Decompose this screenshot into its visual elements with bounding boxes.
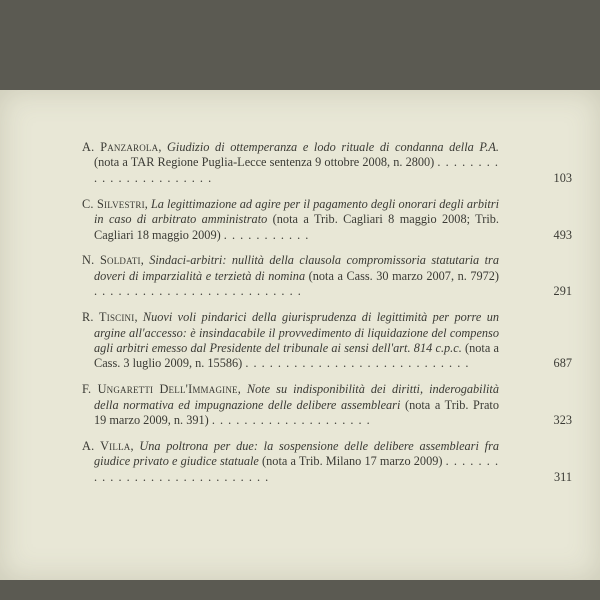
book-page xyxy=(0,90,600,580)
leader-dots: . . . . . . . . . . . . . . . . . . . . . . . . . . . . xyxy=(245,356,470,371)
entry-title: Giudizio di ottemperanza e lodo rituale di condanna della P.A. xyxy=(167,140,499,154)
toc-entry: N. Soldati, Sindaci-arbitri: nullità della clausola compromissoria statutaria tra doveri di imparzialità e terzietà di nomina (nota a Cass. 30 marzo 2007, n. 7972) . . . . . . . . . . . . . . . . . . . . . . . . . . 291 xyxy=(82,253,572,299)
entry-note: (nota a Cass. 3 luglio 2009, n. 15586) xyxy=(94,340,499,371)
entry-note: (nota a Trib. Cagliari 8 maggio 2008; Trib. Cagliari 18 maggio 2009) xyxy=(94,212,499,242)
leader-dots: . . . . . . . . . . . . . . . . . . . . . . . . . . . . . xyxy=(94,454,500,484)
toc-entry: R. Tiscini, Nuovi voli pindarici della giurisprudenza di legittimità per porre un argine all'accesso: è insindacabile il provvedimento di liquidazione del compenso agli arbitri emesso dal Presidente del tribunale ai sensi dell'art. 814 c.p.c. (nota a Cass. 3 luglio 2009, n. 15586) . . . . . . . . . . . . . . . . . . . . . . . . . . . . 687 xyxy=(82,310,572,371)
entry-author: A. Villa xyxy=(82,439,131,453)
entry-page-number: 103 xyxy=(553,170,572,185)
leader-dots: . . . . . . . . . . . . . . . . . . . . . . . xyxy=(94,155,500,185)
entry-title: Nuovi voli pindarici della giurisprudenza di legittimità per porre un argine all'accesso: è insindacabile il provvedimento di liquidazione del compenso agli arbitri emesso dal Presidente del tribunale ai sensi dell'art. 814 c.p.c. xyxy=(94,310,499,355)
entry-note: (nota a TAR Regione Puglia-Lecce sentenza 9 ottobre 2008, n. 2800) xyxy=(94,155,435,170)
leader-dots: . . . . . . . . . . . . . . . . . . . . xyxy=(211,413,371,428)
toc-entry: C. Silvestri, La legittimazione ad agire per il pagamento degli onorari degli arbitri in caso di arbitrato amministrato (nota a Trib. Cagliari 8 maggio 2008; Trib. Cagliari 18 maggio 2009) . . . . . . . . . . . 493 xyxy=(82,196,572,242)
entry-author: F. Ungaretti Dell'Immagine xyxy=(82,382,238,397)
toc-entry: F. Ungaretti Dell'Immagine, Note su indisponibilità dei diritti, inderogabilità della normativa ed impugnazione delle delibere assembleari (nota a Trib. Prato 19 marzo 2009, n. 391) . . . . . . . . . . . . . . . . . . . . 323 xyxy=(82,382,572,428)
entry-author: N. Soldati xyxy=(82,253,141,268)
entry-title: Una poltrona per due: la sospensione delle delibere assembleari fra giudice privato e giudice statuale xyxy=(94,439,499,469)
toc-entry: A. Panzarola, Giudizio di ottemperanza e lodo rituale di condanna della P.A. (nota a TAR Regione Puglia-Lecce sentenza 9 ottobre 2008, n. 2800) . . . . . . . . . . . . . . . . . . . . . . . 103 xyxy=(82,140,572,185)
entry-note: (nota a Trib. Milano 17 marzo 2009) xyxy=(262,454,443,469)
entry-page-number: 311 xyxy=(554,469,572,484)
entry-author: R. Tiscini xyxy=(82,310,135,325)
leader-dots: . . . . . . . . . . . . . . . . . . . . . . . . . . xyxy=(94,284,302,299)
entry-title: Note su indisponibilità dei diritti, inderogabilità della normativa ed impugnazione delle delibere assembleari xyxy=(94,382,499,412)
entry-author: C. Silvestri xyxy=(82,196,145,211)
entry-title: La legittimazione ad agire per il pagamento degli onorari degli arbitri in caso di arbitrato amministrato xyxy=(94,196,500,227)
entry-note: (nota a Trib. Prato 19 marzo 2009, n. 391) xyxy=(94,397,499,428)
entry-author: A. Panzarola xyxy=(82,140,159,154)
entry-note: (nota a Cass. 30 marzo 2007, n. 7972) xyxy=(308,268,500,283)
entry-page-number: 687 xyxy=(553,356,572,371)
entry-page-number: 291 xyxy=(553,284,572,299)
table-of-contents xyxy=(82,140,572,496)
toc-entry: A. Villa, Una poltrona per due: la sospensione delle delibere assembleari fra giudice privato e giudice statuale (nota a Trib. Milano 17 marzo 2009) . . . . . . . . . . . . . . . . . . . . . . . . . . . . . 311 xyxy=(82,439,572,484)
entry-title: Sindaci-arbitri: nullità della clausola compromissoria statutaria tra doveri di imparzialità e terzietà di nomina xyxy=(94,253,499,283)
leader-dots: . . . . . . . . . . . xyxy=(223,227,310,242)
entry-page-number: 493 xyxy=(553,227,572,242)
entry-page-number: 323 xyxy=(553,413,572,428)
